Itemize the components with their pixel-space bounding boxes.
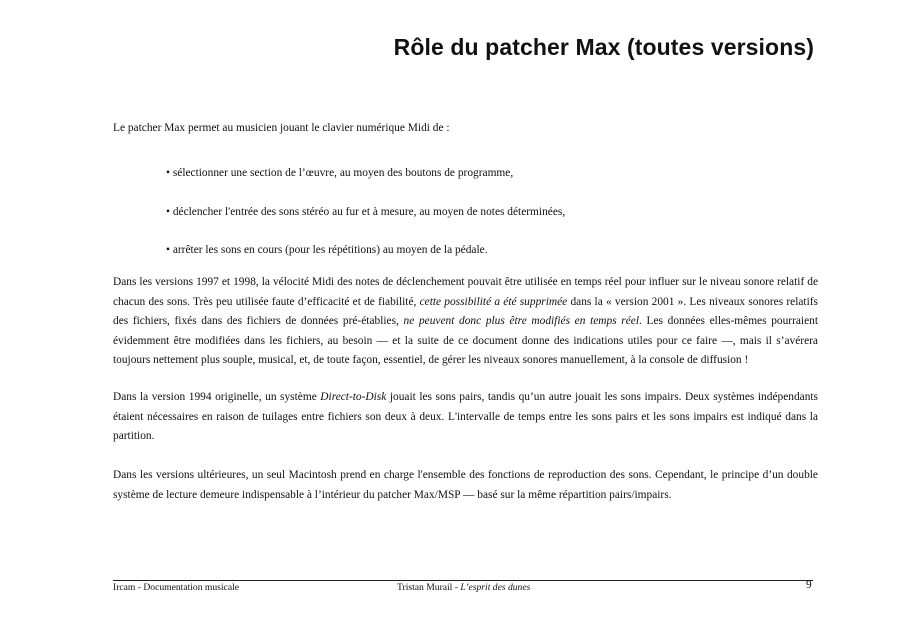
footer-center — [397, 582, 530, 593]
emphasis-text: ne peuvent donc plus être modifiés en temps réel — [403, 315, 640, 328]
bullet-item: • déclencher l'entrée des sons stéréo au fur et à mesure, au moyen de notes déterminées, — [166, 206, 566, 218]
footer-divider — [113, 580, 813, 581]
emphasis-text: cette possibilité a été supprimée — [419, 295, 568, 308]
paragraph-text: dans la « version 2001 ». Les niveaux sonores relatifs des fichiers, fixés dans des fichiers de données pré-établies, — [113, 295, 818, 328]
bullet-item: • arrêter les sons en cours (pour les répétitions) au moyen de la pédale. — [166, 244, 488, 256]
footer-left: Ircam - Documentation musicale — [113, 582, 240, 593]
footer-work-title: L’esprit des dunes — [460, 582, 531, 593]
footer-author: Tristan Murail - — [397, 582, 461, 593]
paragraph-text: Dans la version 1994 originelle, un système — [113, 391, 321, 403]
paragraph-text: jouait les sons pairs, tandis qu’un autre jouait les sons impairs. Deux systèmes indépendants étaient nécessaires en raison de tuilages entre fichiers son deux à deux. L'intervalle de temps entre les sons pairs et les sons impairs est indiqué dans la partition. — [113, 391, 818, 443]
page-title: Rôle du patcher Max (toutes versions) — [393, 34, 814, 60]
emphasis-text: Direct-to-Disk — [320, 391, 387, 403]
page-number: 9 — [806, 579, 812, 591]
paragraph-text: Dans les versions 1997 et 1998, la vélocité Midi des notes de déclenchement pouvait être utilisée en temps réel pour influer sur le niveau sonore relatif de chacun des sons. Très peu utilisée faute d’efficacité et de fiabilité, — [113, 276, 818, 308]
paragraph-velocity — [113, 273, 818, 371]
paragraph-later-versions: Dans les versions ultérieures, un seul Macintosh prend en charge l'ensemble des fonctions de reproduction des sons. Cependant, le principe d’un double système de lecture demeure indispensable à l’intérieur du patcher Max/MSP — basé sur la même répartition pairs/impairs. — [113, 469, 818, 501]
bullet-item: • sélectionner une section de l’œuvre, au moyen des boutons de programme, — [166, 167, 514, 179]
paragraph-1994-version — [113, 388, 818, 447]
paragraph-text: . Les données elles-mêmes pourraient évidemment être modifiées dans les fichiers, au besoin — et la suite de ce document donne des indications utiles pour ce faire —, mais il s’avérera toujours nettement plus souple, musical, et, de toute façon, essentiel, de gérer les niveaux sonores manuellement, à la console de diffusion ! — [113, 315, 819, 367]
intro-text: Le patcher Max permet au musicien jouant le clavier numérique Midi de : — [113, 122, 450, 134]
